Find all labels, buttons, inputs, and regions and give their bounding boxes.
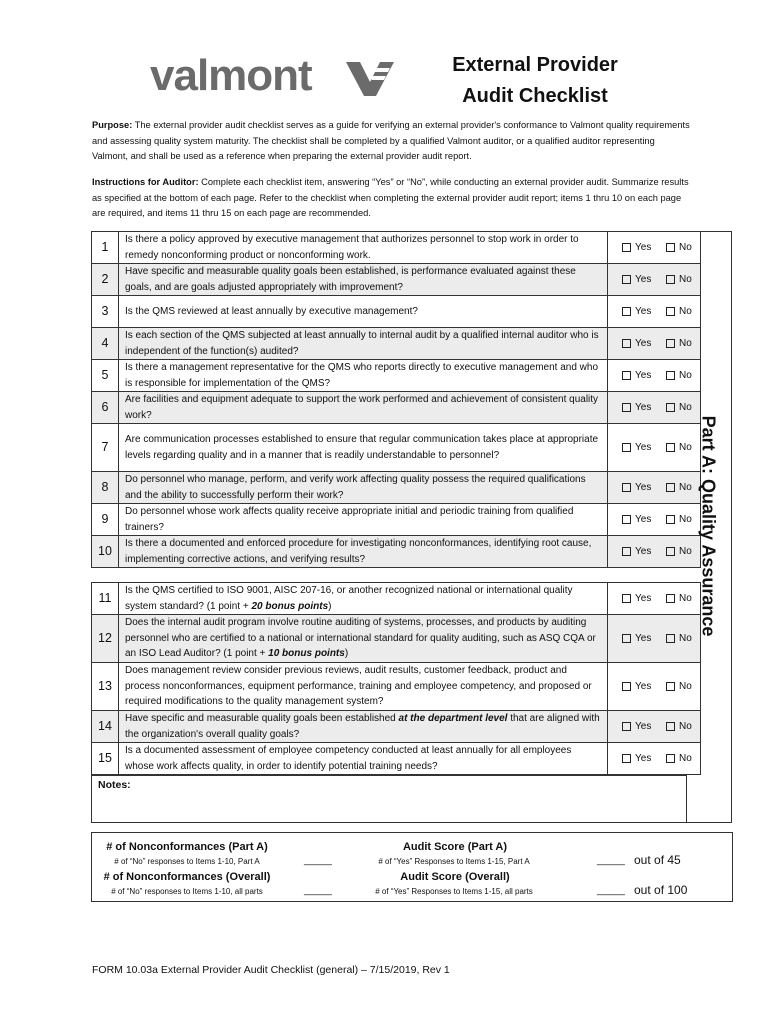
checklist-row — [92, 504, 701, 536]
question-text: Is there a management representative for the QMS who reports directly to executive management and who is responsible for implementation of the QMS? — [125, 362, 599, 389]
item-question — [119, 296, 608, 328]
form-footer: FORM 10.03a External Provider Audit Checklist (general) – 7/15/2019, Rev 1 — [92, 964, 450, 976]
question-text: Does the internal audit program involve routine auditing of systems, processes, and products by auditing personnel who are certified to a national or international standard for quality auditing, such as ASQ CQA or an ISO Lead Auditor? (1 point + — [125, 617, 596, 660]
no-checkbox[interactable] — [666, 403, 675, 412]
score-part-a-sub: # of “Yes” Responses to Items 1-15, Part A — [378, 857, 530, 866]
yes-label: Yes — [635, 680, 652, 692]
no-checkbox[interactable] — [666, 339, 675, 348]
no-label: No — [679, 592, 692, 604]
nc-overall-sub: # of “No” responses to Items 1-10, all parts — [111, 887, 263, 896]
item-question — [119, 360, 608, 392]
question-text: Do personnel whose work affects quality receive appropriate initial and periodic training from qualified trainers? — [125, 506, 574, 533]
no-label: No — [679, 513, 692, 525]
no-checkbox[interactable] — [666, 547, 675, 556]
yes-checkbox[interactable] — [622, 515, 631, 524]
no-checkbox[interactable] — [666, 371, 675, 380]
no-checkbox[interactable] — [666, 275, 675, 284]
question-text-after: that are aligned with the organization's overall quality goals? — [125, 713, 600, 740]
no-checkbox[interactable] — [666, 443, 675, 452]
summary-box — [91, 832, 733, 902]
notes-box[interactable] — [91, 775, 687, 823]
checklist-row — [92, 583, 701, 615]
item-question — [119, 711, 608, 743]
item-number: 7 — [92, 424, 119, 472]
item-number: 6 — [92, 392, 119, 424]
item-question — [119, 472, 608, 504]
nc-overall-blank[interactable]: _____ — [304, 885, 332, 896]
no-label: No — [679, 401, 692, 413]
question-text: Is each section of the QMS subjected at least annually to internal audit by a qualified internal auditor who is independent of the function(s) audited? — [125, 330, 599, 357]
no-label: No — [679, 720, 692, 732]
yes-checkbox[interactable] — [622, 371, 631, 380]
item-number: 11 — [92, 583, 119, 615]
instructions-text: Complete each checklist item, answering “Yes” or “No”, while conducting an external provider audit. Summarize results as specified at the bottom of each page. Refer to the checklist when completing the external provider audit report; items 1 thru 10 on each page are required, and items 11 thru 15 on each page are recommended. — [92, 177, 689, 218]
no-label: No — [679, 241, 692, 253]
question-text-after: ) — [328, 600, 332, 612]
question-text: Do personnel who manage, perform, and verify work affecting quality possess the required qualifications and the ability to successfully perform their work? — [125, 474, 586, 501]
no-label: No — [679, 305, 692, 317]
item-number: 13 — [92, 663, 119, 711]
notes-label: Notes: — [98, 779, 131, 791]
question-text: Is there a documented and enforced procedure for investigating nonconformances, identifying root cause, implementing corrective actions, and verifying results? — [125, 538, 592, 565]
yes-checkbox[interactable] — [622, 682, 631, 691]
no-checkbox[interactable] — [666, 307, 675, 316]
yes-checkbox[interactable] — [622, 339, 631, 348]
no-checkbox[interactable] — [666, 682, 675, 691]
score-part-a-blank[interactable]: _____ — [597, 855, 625, 866]
checklist-row — [92, 264, 701, 296]
checklist-row — [92, 392, 701, 424]
yes-label: Yes — [635, 592, 652, 604]
item-question — [119, 663, 608, 711]
yes-checkbox[interactable] — [622, 403, 631, 412]
valmont-logo — [150, 52, 400, 102]
purpose-paragraph — [92, 118, 692, 165]
question-text: Does management review consider previous reviews, audit results, customer feedback, product and process nonconformances, equipment performance, training and employee competency, and proposed or required modifications to the quality management system? — [125, 665, 592, 708]
checklist-row — [92, 360, 701, 392]
nc-part-a-sub: # of “No” responses to Items 1-10, Part A — [114, 857, 260, 866]
valmont-v-mark-icon — [346, 62, 394, 96]
yes-label: Yes — [635, 401, 652, 413]
no-label: No — [679, 680, 692, 692]
no-label: No — [679, 632, 692, 644]
yes-label: Yes — [635, 369, 652, 381]
title-line-2: Audit Checklist — [462, 85, 608, 107]
document-title — [445, 50, 625, 112]
yes-label: Yes — [635, 273, 652, 285]
yes-label: Yes — [635, 337, 652, 349]
logo-text: valmont — [150, 52, 312, 100]
question-text: Is the QMS reviewed at least annually by executive management? — [125, 305, 418, 317]
item-number: 4 — [92, 328, 119, 360]
purpose-label: Purpose: — [92, 120, 133, 130]
item-question — [119, 232, 608, 264]
item-question — [119, 424, 608, 472]
yes-checkbox[interactable] — [622, 243, 631, 252]
yes-checkbox[interactable] — [622, 594, 631, 603]
yes-checkbox[interactable] — [622, 483, 631, 492]
question-text: Are facilities and equipment adequate to support the work performed and achievement of consistent quality work? — [125, 394, 599, 421]
yes-checkbox[interactable] — [622, 754, 631, 763]
title-line-1: External Provider — [452, 54, 618, 76]
no-checkbox[interactable] — [666, 243, 675, 252]
score-overall-out-of: out of 100 — [634, 883, 688, 897]
no-label: No — [679, 337, 692, 349]
checklist-row — [92, 615, 701, 663]
question-text: Have specific and measurable quality goals been established, is performance evaluated against these goals, and are goals adjusted appropriately with improvement? — [125, 266, 576, 293]
yes-label: Yes — [635, 545, 652, 557]
no-label: No — [679, 273, 692, 285]
part-a-side-label: Part A: Quality Assurance — [698, 415, 719, 637]
no-checkbox[interactable] — [666, 754, 675, 763]
item-number: 15 — [92, 743, 119, 775]
item-number: 3 — [92, 296, 119, 328]
no-label: No — [679, 752, 692, 764]
item-number: 2 — [92, 264, 119, 296]
purpose-text: The external provider audit checklist serves as a guide for verifying an external provider's conformance to Valmont quality requirements and assessing quality system maturity. The checklist shall be completed by a qualified Valmont auditor, or a qualified auditor representing Valmont, and shall be used as a reference when preparing the external provider audit report. — [92, 120, 690, 161]
item-question — [119, 328, 608, 360]
no-checkbox[interactable] — [666, 594, 675, 603]
yes-label: Yes — [635, 632, 652, 644]
score-overall-title: Audit Score (Overall) — [400, 871, 510, 883]
nc-overall-title: # of Nonconformances (Overall) — [103, 871, 271, 883]
no-checkbox[interactable] — [666, 483, 675, 492]
score-part-a-out-of: out of 45 — [634, 853, 681, 867]
checklist-row — [92, 663, 701, 711]
no-checkbox[interactable] — [666, 515, 675, 524]
item-number: 8 — [92, 472, 119, 504]
item-number: 12 — [92, 615, 119, 663]
yes-checkbox[interactable] — [622, 722, 631, 731]
question-emphasis: 10 bonus points — [268, 648, 345, 660]
checklist-row — [92, 711, 701, 743]
question-text: Is there a policy approved by executive management that authorizes personnel to stop work in order to remedy nonconforming product or nonconforming work. — [125, 234, 579, 261]
question-text: Are communication processes established to ensure that regular communication takes place at appropriate levels regarding quality and in a manner that is readily understandable to personnel? — [125, 434, 599, 461]
checklist-row — [92, 424, 701, 472]
instructions-paragraph — [92, 175, 692, 222]
item-question — [119, 504, 608, 536]
question-text: Have specific and measurable quality goals been established — [125, 713, 399, 724]
required-items-table — [91, 231, 701, 568]
score-overall-blank[interactable]: _____ — [597, 885, 625, 896]
nc-part-a-blank[interactable]: _____ — [304, 855, 332, 866]
item-number: 1 — [92, 232, 119, 264]
checklist-row — [92, 328, 701, 360]
no-label: No — [679, 481, 692, 493]
question-text: Is a documented assessment of employee competency conducted at least annually for all employees whose work affects quality, in order to identify potential training needs? — [125, 745, 572, 772]
yes-label: Yes — [635, 720, 652, 732]
question-emphasis: 20 bonus points — [251, 600, 329, 612]
nc-part-a-title: # of Nonconformances (Part A) — [106, 841, 268, 853]
score-overall-sub: # of “Yes” Responses to Items 1-15, all parts — [375, 887, 533, 896]
item-number: 5 — [92, 360, 119, 392]
yes-checkbox[interactable] — [622, 634, 631, 643]
yes-label: Yes — [635, 752, 652, 764]
yes-checkbox[interactable] — [622, 547, 631, 556]
no-checkbox[interactable] — [666, 722, 675, 731]
item-question — [119, 615, 608, 663]
checklist-row — [92, 472, 701, 504]
no-checkbox[interactable] — [666, 634, 675, 643]
yes-label: Yes — [635, 481, 652, 493]
yes-label: Yes — [635, 241, 652, 253]
checklist-row — [92, 536, 701, 568]
yes-checkbox[interactable] — [622, 275, 631, 284]
question-text-after: ) — [344, 648, 349, 660]
no-label: No — [679, 369, 692, 381]
yes-label: Yes — [635, 441, 652, 453]
item-question — [119, 536, 608, 568]
yes-label: Yes — [635, 513, 652, 525]
item-question — [119, 264, 608, 296]
yes-label: Yes — [635, 305, 652, 317]
instructions-label: Instructions for Auditor: — [92, 177, 199, 187]
question-text: Is the QMS certified to ISO 9001, AISC 207-16, or another recognized national or international quality system standard? (1 point + — [125, 585, 573, 612]
item-question — [119, 392, 608, 424]
recommended-items-table — [91, 582, 701, 775]
yes-checkbox[interactable] — [622, 307, 631, 316]
item-number: 9 — [92, 504, 119, 536]
checklist-row — [92, 296, 701, 328]
checklist-row — [92, 232, 701, 264]
yes-checkbox[interactable] — [622, 443, 631, 452]
no-label: No — [679, 545, 692, 557]
question-emphasis: at the department level — [398, 713, 508, 724]
no-label: No — [679, 441, 692, 453]
checklist-row — [92, 743, 701, 775]
item-number: 10 — [92, 536, 119, 568]
item-question — [119, 743, 608, 775]
item-number: 14 — [92, 711, 119, 743]
item-question — [119, 583, 608, 615]
score-part-a-title: Audit Score (Part A) — [402, 841, 508, 853]
